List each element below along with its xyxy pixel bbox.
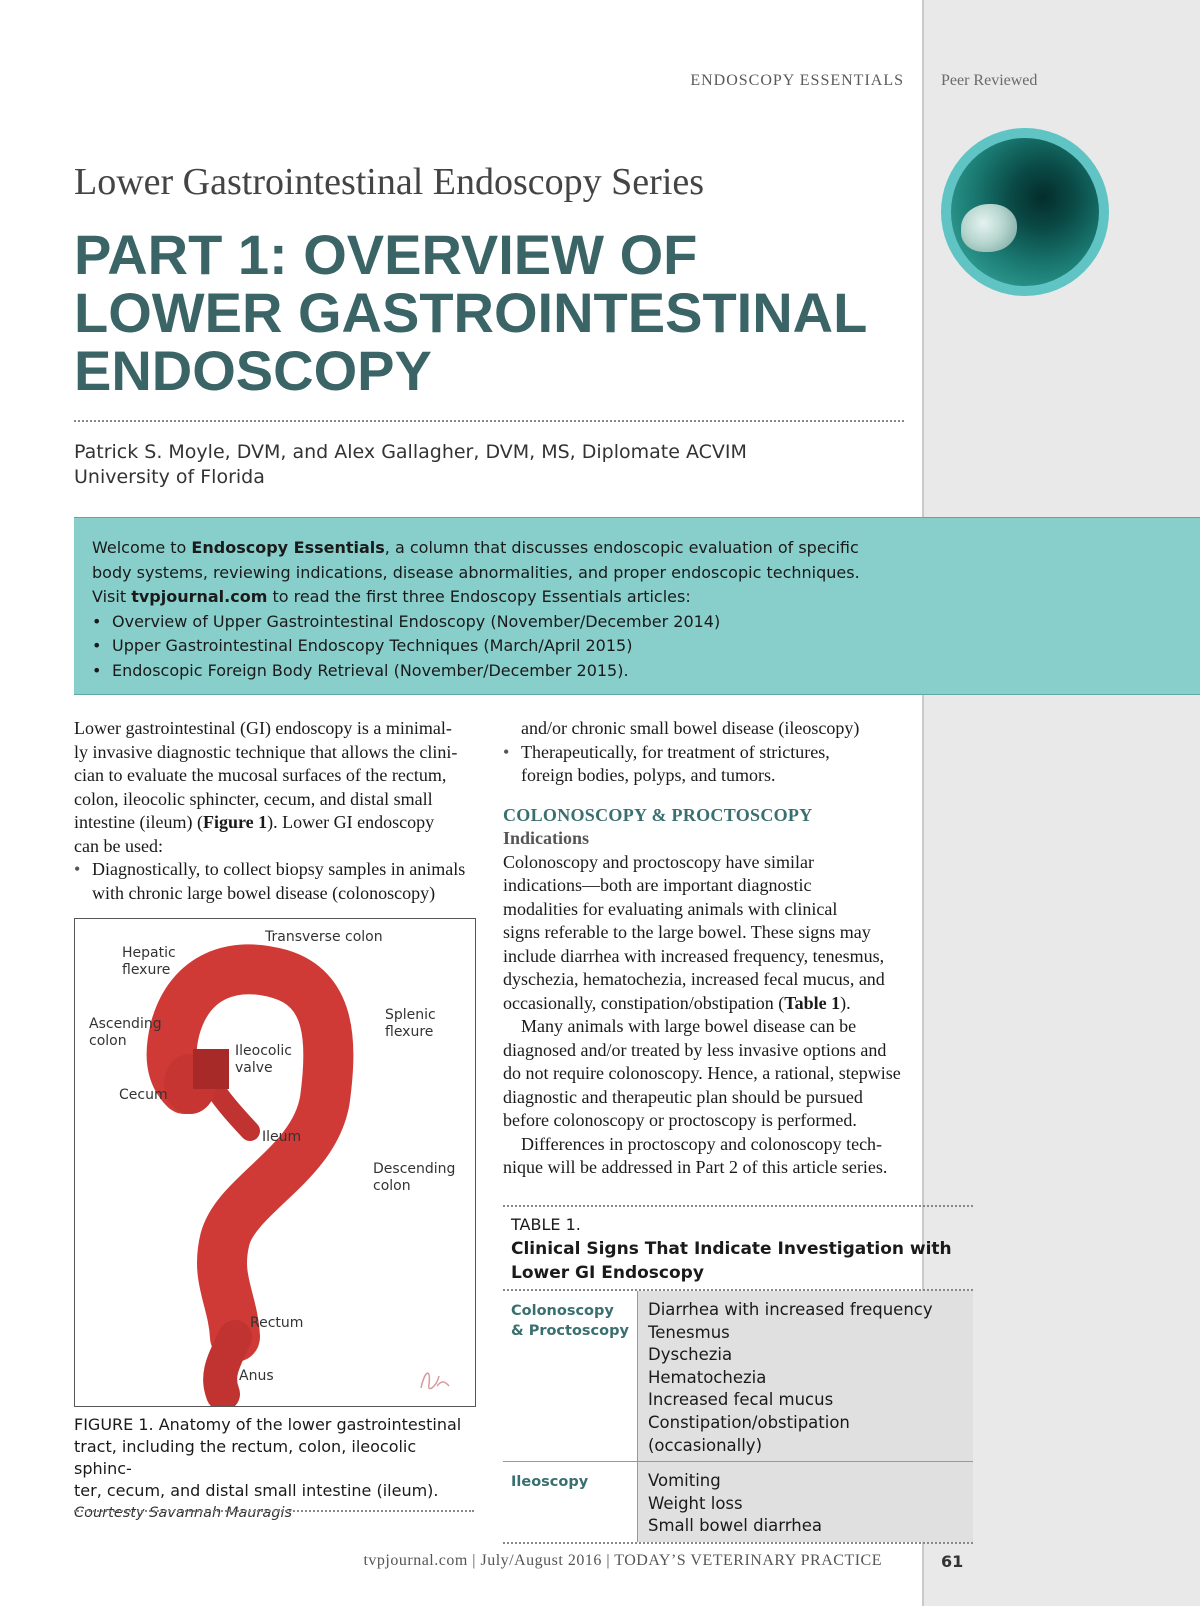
label-splenic-flexure [385,1007,436,1041]
figure-credit: Courtesty Savannah Mauragis [74,1505,293,1521]
title-divider [74,420,904,422]
caption-line: FIGURE 1. Anatomy of the lower gastrointestinal [74,1415,462,1434]
column-name: Endoscopy Essentials [191,538,385,557]
welcome-text-part: Welcome to [92,538,192,557]
table-row [503,1289,973,1461]
label-text: Ileocolic [235,1043,292,1059]
label-ascending-colon [89,1016,162,1050]
table-title-line: Clinical Signs That Indicate Investigation with [511,1239,952,1259]
title-line: ENDOSCOPY [74,339,432,402]
intro-line: Lower gastrointestinal (GI) endoscopy is a minimal- [74,718,452,738]
table-item: Vomiting [648,1471,721,1491]
intro-line: ly invasive diagnostic technique that allows the clini- [74,741,458,762]
section-heading: COLONOSCOPY & PROCTOSCOPY [503,804,813,825]
label-text: flexure [385,1024,434,1040]
ileum-shape [215,1089,250,1131]
label-hepatic-flexure [122,945,176,979]
table-ref: Table 1 [784,992,841,1013]
list-item: • Diagnostically, to collect biopsy samples in animals with chronic large bowel disease (colonoscopy) [74,859,466,903]
list-item: • Therapeutically, for treatment of strictures, foreign bodies, polyps, and tumors. [503,741,830,785]
list-item: • Endoscopic Foreign Body Retrieval (November/December 2015). [92,659,992,684]
caption-line: tract, including the rectum, colon, ileocolic sphinc- [74,1437,417,1478]
para-line: Many animals with large bowel disease can be [521,1016,857,1036]
para-line: diagnostic and therapeutic plan should be pursued [503,1086,863,1107]
bullet-line: Therapeutically, for treatment of strictures, [521,741,830,762]
intro-line: colon, ileocolic sphincter, cecum, and distal small [74,788,433,809]
endoscopic-view-image [951,138,1099,286]
para-line: nique will be addressed in Part 2 of this article series. [503,1157,888,1177]
table-item: Constipation/obstipation (occasionally) [648,1412,850,1455]
intro-text: ). Lower GI endoscopy [267,812,435,832]
welcome-box [74,517,1200,695]
table-row [503,1461,973,1544]
label-text: Ascending [89,1016,162,1032]
welcome-text [92,536,992,683]
welcome-text-part: to read the first three Endoscopy Essentials articles: [267,587,691,606]
bullet-line: with chronic large bowel disease (colonoscopy) [92,882,436,903]
list-item: • Upper Gastrointestinal Endoscopy Techniques (March/April 2015) [92,634,992,659]
label-cecum: Cecum [119,1087,168,1103]
footer-text: tvpjournal.com | July/August 2016 | TODAY’S VETERINARY PRACTICE [363,1552,882,1569]
article-link[interactable]: Endoscopic Foreign Body Retrieval (November/December 2015). [112,660,629,680]
caption-line: ter, cecum, and distal small intestine (ileum). [74,1481,439,1500]
table-item: Dyschezia [648,1345,733,1365]
bullet-line: Diagnostically, to collect biopsy samples in animals [92,859,466,879]
label-text: valve [235,1060,273,1076]
label-text: flexure [122,962,171,978]
artist-signature [415,1364,455,1398]
para-line: signs referable to the large bowel. These signs may [503,922,871,942]
label-text: Splenic [385,1007,436,1023]
table-item: Increased fecal mucus [648,1390,834,1410]
label-ileum: Ileum [262,1129,302,1145]
welcome-text-part: Visit [92,587,132,606]
title-line: PART 1: OVERVIEW OF [74,223,698,286]
table-title-line: Lower GI Endoscopy [511,1263,704,1283]
table-item: Weight loss [648,1493,743,1513]
subheading: Indications [503,828,590,848]
table-item: Small bowel diarrhea [648,1516,822,1536]
label-text: colon [373,1178,411,1194]
colon-shape [172,969,329,1337]
para-line: dyschezia, hematochezia, increased fecal mucus, and [503,969,885,989]
table-item: Tenesmus [648,1322,730,1342]
label-anus: Anus [239,1368,274,1384]
authors: Patrick S. Moyle, DVM, and Alex Gallagher, DVM, MS, Diplomate ACVIM [74,441,747,463]
table-1 [503,1205,973,1544]
para-line: diagnosed and/or treated by less invasive options and [503,1039,887,1060]
table-category [503,1462,637,1542]
table-item: Diarrhea with increased frequency [648,1300,933,1319]
para-line: indications—both are important diagnostic [503,875,812,895]
table-header [503,1205,973,1289]
para-line: Differences in proctoscopy and colonoscopy tech- [521,1133,883,1154]
label-text: colon [89,1033,127,1049]
intro-text: intestine (ileum) ( [74,812,203,832]
title-line: LOWER GASTROINTESTINAL [74,281,868,344]
article-title [74,223,914,402]
author-block [74,440,747,490]
table-number: TABLE 1. [511,1215,581,1234]
rectum-shape [220,1337,235,1394]
para-line: Colonoscopy and proctoscopy have similar [503,851,814,872]
label-text: Descending [373,1161,456,1177]
left-column [74,717,484,905]
caption-divider [74,1510,474,1512]
page-number: 61 [941,1552,964,1571]
para-line: before colonoscopy or proctoscopy is performed. [503,1110,857,1130]
intro-line: cian to evaluate the mucosal surfaces of the rectum, [74,765,447,785]
table-item: Hematochezia [648,1367,767,1387]
label-ileocolic-valve [235,1043,292,1077]
article-link[interactable]: Upper Gastrointestinal Endoscopy Techniques (March/April 2015) [112,636,633,655]
affiliation: University of Florida [74,466,265,488]
article-link[interactable]: Overview of Upper Gastrointestinal Endoscopy (November/December 2014) [112,611,721,631]
figure-1 [74,918,476,1407]
para-text: occasionally, constipation/obstipation ( [503,992,785,1013]
welcome-line: body systems, reviewing indications, disease abnormalities, and proper endoscopic techniques. [92,562,860,582]
endoscopy-logo [941,128,1109,296]
category-line: & Proctoscopy [511,1323,629,1339]
para-text: ). [840,992,851,1013]
right-column [503,717,913,1180]
journal-link[interactable]: tvpjournal.com [131,587,268,606]
table-category [503,1291,637,1461]
figure-caption [74,1414,474,1524]
para-line: include diarrhea with increased frequency, tenesmus, [503,945,885,966]
para-line: do not require colonoscopy. Hence, a rational, stepwise [503,1063,901,1083]
table-items [637,1462,973,1542]
figure-ref: Figure 1 [202,812,268,832]
series-title: Lower Gastrointestinal Endoscopy Series [74,161,705,203]
peer-reviewed-label: Peer Reviewed [941,72,1038,89]
section-label: ENDOSCOPY ESSENTIALS [690,72,904,89]
welcome-text-part: , a column that discusses endoscopic evaluation of specific [384,538,859,557]
bullet-line: foreign bodies, polyps, and tumors. [521,765,776,785]
polyp-shape [961,204,1017,252]
category-line: Ileoscopy [511,1474,589,1491]
label-descending-colon [373,1161,455,1195]
table-items [637,1291,973,1461]
para-line: modalities for evaluating animals with clinical [503,898,838,919]
intro-line: can be used: [74,835,163,856]
label-transverse-colon: Transverse colon [265,929,383,945]
label-text: Hepatic [122,945,176,961]
bullet-continuation: and/or chronic small bowel disease (ileoscopy) [521,718,860,738]
list-item: • Overview of Upper Gastrointestinal Endoscopy (November/December 2014) [92,610,992,635]
label-rectum: Rectum [250,1315,304,1331]
ileocolic-valve-shape [193,1049,229,1089]
category-line: Colonoscopy [511,1303,614,1319]
